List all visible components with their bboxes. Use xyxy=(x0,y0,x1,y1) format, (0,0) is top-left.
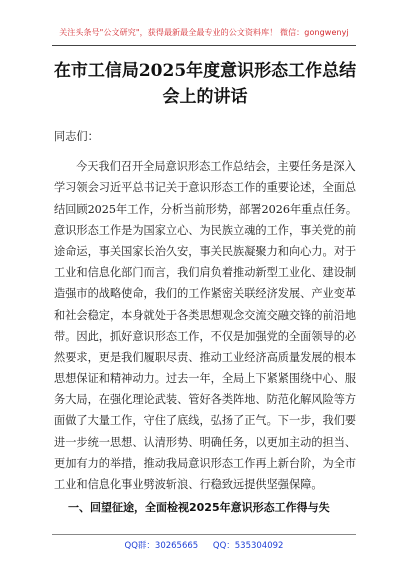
document-title xyxy=(40,58,370,110)
footer-contact xyxy=(0,539,408,551)
paragraph-line: 工业和信息化部门而言，我们肩负着推动新型工业化、建设制 xyxy=(54,266,357,280)
header-divider xyxy=(52,45,356,46)
footer-qq-group: QQ群：30265665 xyxy=(124,541,199,551)
paragraph-line: 然要求，更是我们履职尽责、推动工业经济高质量发展的根本 xyxy=(54,350,357,364)
footer-qq: QQ：535304092 xyxy=(212,541,284,551)
paragraph-line: 造强市的战略使命，我们的工作紧密关联经济发展、产业变革 xyxy=(54,287,357,301)
paragraph-line: 今天我们召开全局意识形态工作总结会，主要任务是深入 xyxy=(76,160,356,174)
paragraph-line: 意识形态工作是为国家立心、为民族立魂的工作，事关党的前 xyxy=(54,223,357,237)
paragraph-line: 务大局，在强化理论武装、管好各类阵地、防范化解风险等方 xyxy=(54,393,357,407)
paragraph-line: 途命运，事关国家长治久安，事关民族凝聚力和向心力。对于 xyxy=(54,244,357,258)
paragraph-line: 学习领会习近平总书记关于意识形态工作的重要论述，全面总 xyxy=(54,181,357,195)
paragraph-line: 带。因此，抓好意识形态工作，不仅是加强党的全面领导的必 xyxy=(54,329,357,343)
title-line-1: 在市工信局2025年度意识形态工作总结 xyxy=(53,61,357,81)
speech-body xyxy=(54,126,358,518)
paragraph-line: 思想保证和精神动力。过去一年，全局上下紧紧围绕中心、服 xyxy=(54,372,357,386)
footer-divider xyxy=(52,534,356,535)
section-heading: 一、回望征途，全面检视2025年意识形态工作得与失 xyxy=(68,501,330,515)
paragraph-line: 更加有力的举措，推动我局意识形态工作再上新台阶，为全市 xyxy=(54,456,357,470)
title-line-2: 会上的讲话 xyxy=(162,87,248,107)
salutation: 同志们： xyxy=(54,130,99,143)
paragraph-line: 结回顾2025年工作，分析当前形势，部署2026年重点任务。 xyxy=(54,202,358,216)
paragraph-line: 和社会稳定，本身就处于各类思想观念交流交融交锋的前沿地 xyxy=(54,308,357,322)
header-banner: 关注头条号"公文研究"，获得最新最全最专业的公文资料库！ 微信：gongwenyj xyxy=(59,28,349,37)
paragraph-line: 进一步统一思想、认清形势、明确任务，以更加主动的担当、 xyxy=(54,435,357,449)
paragraph-line: 工业和信息化事业劈波斩浪、行稳致远提供坚强保障。 xyxy=(54,478,323,491)
paragraph-line: 面做了大量工作，守住了底线，弘扬了正气。下一步，我们要 xyxy=(54,414,357,428)
